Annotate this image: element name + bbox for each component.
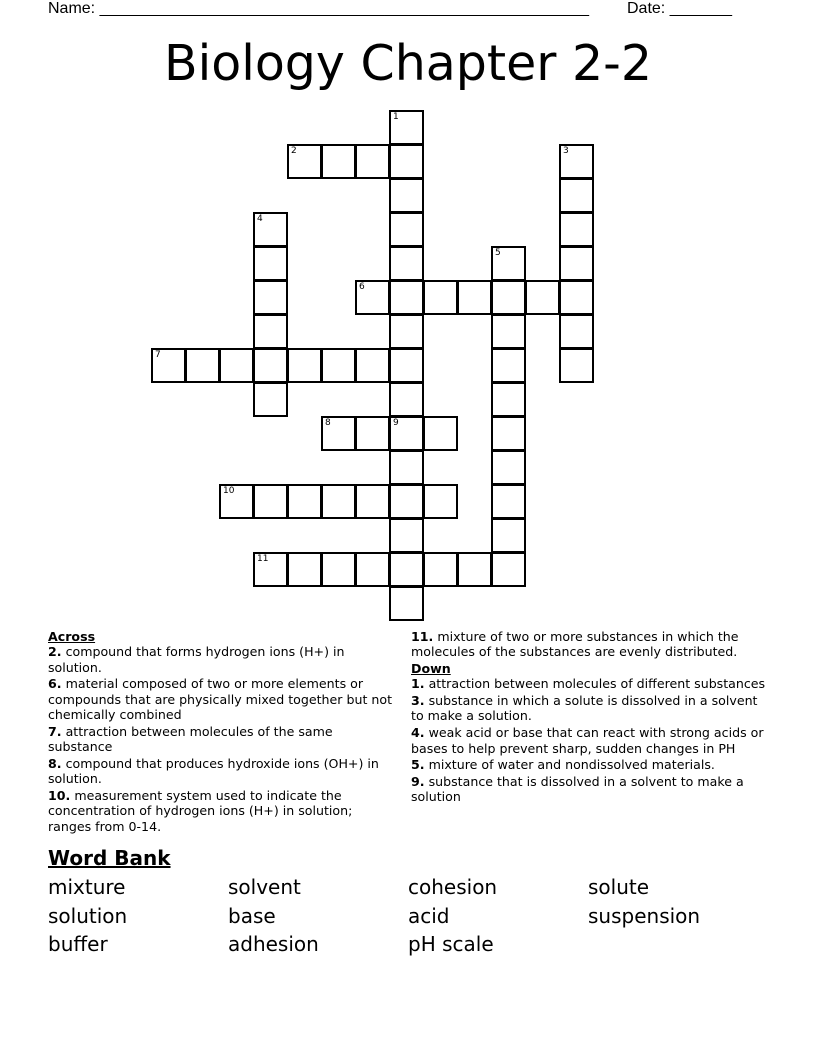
clues-column-right — [411, 629, 766, 806]
crossword-cell[interactable] — [355, 280, 390, 315]
crossword-cell[interactable] — [457, 552, 492, 587]
crossword-cell[interactable] — [491, 518, 526, 553]
crossword-cell[interactable] — [355, 484, 390, 519]
down-clue-3 — [411, 693, 766, 724]
crossword-cell[interactable] — [491, 484, 526, 519]
crossword-cell[interactable] — [253, 484, 288, 519]
word-bank-item: base — [228, 903, 276, 928]
clue-text: weak acid or base that can react with strong acids or bases to help prevent sharp, sudden changes in PH — [411, 725, 764, 756]
crossword-cell[interactable] — [151, 348, 186, 383]
clue-number: 3. — [411, 693, 425, 709]
clue-text: compound that produces hydroxide ions (OH+) in solution. — [48, 755, 379, 787]
crossword-cell[interactable] — [389, 314, 424, 349]
down-clue-9 — [411, 774, 766, 805]
crossword-cell[interactable] — [491, 450, 526, 485]
clue-number: 6. — [48, 676, 62, 692]
clue-number: 5. — [411, 757, 425, 773]
word-bank-item: solute — [588, 875, 650, 899]
crossword-cell[interactable] — [355, 348, 390, 383]
word-bank-item: pH scale — [408, 932, 494, 956]
cell-number: 2 — [291, 146, 297, 156]
down-clue-4 — [411, 725, 766, 756]
clue-text: substance that is dissolved in a solvent to make a solution — [411, 774, 744, 805]
across-clue-7 — [48, 724, 393, 755]
crossword-cell[interactable] — [389, 450, 424, 485]
word-bank-item: acid — [408, 903, 450, 928]
date-field-label: Date: _______ — [627, 0, 732, 17]
crossword-cell[interactable] — [559, 246, 594, 281]
crossword-cell[interactable] — [491, 348, 526, 383]
crossword-cell[interactable] — [525, 280, 560, 315]
crossword-cell[interactable] — [253, 212, 288, 247]
crossword-cell[interactable] — [389, 110, 424, 145]
crossword-cell[interactable] — [219, 348, 254, 383]
crossword-cell[interactable] — [321, 484, 356, 519]
cell-number: 10 — [223, 486, 235, 496]
crossword-cell[interactable] — [253, 348, 288, 383]
crossword-cell[interactable] — [389, 178, 424, 213]
crossword-cell[interactable] — [491, 382, 526, 417]
clues-column-left — [48, 629, 393, 835]
cell-number: 4 — [257, 214, 263, 224]
word-bank-item: buffer — [48, 932, 108, 956]
crossword-cell[interactable] — [321, 348, 356, 383]
cell-number: 7 — [155, 350, 161, 360]
clue-text: substance in which a solute is dissolved in a solvent to make a solution. — [411, 693, 758, 724]
crossword-cell[interactable] — [423, 280, 458, 315]
crossword-cell[interactable] — [389, 212, 424, 247]
clue-number: 9. — [411, 774, 425, 790]
word-bank-item: solvent — [228, 875, 301, 899]
crossword-cell[interactable] — [355, 416, 390, 451]
crossword-cell[interactable] — [559, 348, 594, 383]
word-bank-item: mixture — [48, 875, 126, 899]
cell-number: 3 — [563, 146, 569, 156]
across-heading: Across — [48, 629, 96, 644]
across-clue-2 — [48, 644, 393, 675]
crossword-cell[interactable] — [253, 314, 288, 349]
crossword-cell[interactable] — [253, 246, 288, 281]
cell-number: 5 — [495, 248, 501, 258]
word-bank-item: solution — [48, 903, 128, 928]
crossword-cell[interactable] — [185, 348, 220, 383]
crossword-cell[interactable] — [389, 484, 424, 519]
crossword-cell[interactable] — [389, 518, 424, 553]
down-clue-5 — [411, 757, 766, 772]
crossword-cell[interactable] — [321, 416, 356, 451]
cell-number: 6 — [359, 282, 365, 292]
clue-number: 7. — [48, 723, 62, 739]
crossword-cell[interactable] — [423, 552, 458, 587]
cell-number: 11 — [257, 554, 269, 564]
crossword-cell[interactable] — [389, 246, 424, 281]
crossword-cell[interactable] — [355, 552, 390, 587]
cell-number: 8 — [325, 418, 331, 428]
clue-number: 8. — [48, 755, 62, 771]
crossword-cell[interactable] — [219, 484, 254, 519]
down-heading: Down — [411, 661, 451, 677]
clue-text: mixture of water and nondissolved materials. — [428, 757, 715, 773]
cell-number: 1 — [393, 112, 399, 122]
crossword-cell[interactable] — [423, 416, 458, 451]
clue-number: 4. — [411, 725, 425, 741]
crossword-cell[interactable] — [389, 416, 424, 451]
across-clue-10 — [48, 788, 393, 834]
crossword-cell[interactable] — [321, 552, 356, 587]
clue-text: measurement system used to indicate the concentration of hydrogen ions (H+) in solution; ranges from 0-14. — [48, 787, 353, 834]
page-title: Biology Chapter 2-2 — [164, 35, 652, 92]
crossword-cell[interactable] — [389, 552, 424, 587]
crossword-cell[interactable] — [389, 382, 424, 417]
crossword-cell[interactable] — [389, 348, 424, 383]
crossword-cell[interactable] — [287, 144, 322, 179]
crossword-cell[interactable] — [457, 280, 492, 315]
crossword-cell[interactable] — [253, 280, 288, 315]
crossword-cell[interactable] — [355, 144, 390, 179]
name-field-label: Name: _______________________________________________________ — [48, 0, 589, 17]
crossword-cell[interactable] — [491, 552, 526, 587]
crossword-cell[interactable] — [559, 178, 594, 213]
crossword-cell[interactable] — [287, 484, 322, 519]
across-clue-6 — [48, 676, 393, 722]
clue-text: attraction between molecules of the same substance — [48, 723, 333, 755]
word-bank-item: adhesion — [228, 932, 319, 956]
crossword-cell[interactable] — [491, 314, 526, 349]
across-clue-11 — [411, 629, 766, 660]
crossword-cell[interactable] — [287, 348, 322, 383]
crossword-cell[interactable] — [491, 246, 526, 281]
clue-number: 10. — [48, 787, 71, 803]
crossword-cell[interactable] — [389, 586, 424, 621]
crossword-cell[interactable] — [559, 314, 594, 349]
crossword-cell[interactable] — [491, 416, 526, 451]
crossword-cell[interactable] — [253, 552, 288, 587]
crossword-cell[interactable] — [253, 382, 288, 417]
word-bank-item: cohesion — [408, 875, 498, 899]
crossword-cell[interactable] — [389, 144, 424, 179]
clue-text: material composed of two or more elements or compounds that are physically mixed together but not chemically combined — [48, 676, 393, 722]
crossword-cell[interactable] — [321, 144, 356, 179]
word-bank-item: suspension — [588, 903, 701, 928]
crossword-cell[interactable] — [559, 144, 594, 179]
word-bank — [48, 873, 788, 959]
clue-number: 2. — [48, 644, 62, 660]
crossword-cell[interactable] — [559, 212, 594, 247]
clue-number: 11. — [411, 629, 434, 644]
clue-text: attraction between molecules of different substances — [428, 676, 766, 692]
across-clue-8 — [48, 756, 393, 787]
crossword-cell[interactable] — [491, 280, 526, 315]
word-bank-title: Word Bank — [48, 846, 171, 870]
clue-number: 1. — [411, 676, 425, 692]
crossword-cell[interactable] — [559, 280, 594, 315]
crossword-cell[interactable] — [389, 280, 424, 315]
cell-number: 9 — [393, 418, 399, 428]
crossword-cell[interactable] — [287, 552, 322, 587]
clue-text: mixture of two or more substances in which the molecules of the substances are evenly distributed. — [411, 629, 739, 660]
down-clue-1 — [411, 676, 766, 691]
crossword-cell[interactable] — [423, 484, 458, 519]
clue-text: compound that forms hydrogen ions (H+) in solution. — [48, 644, 345, 675]
